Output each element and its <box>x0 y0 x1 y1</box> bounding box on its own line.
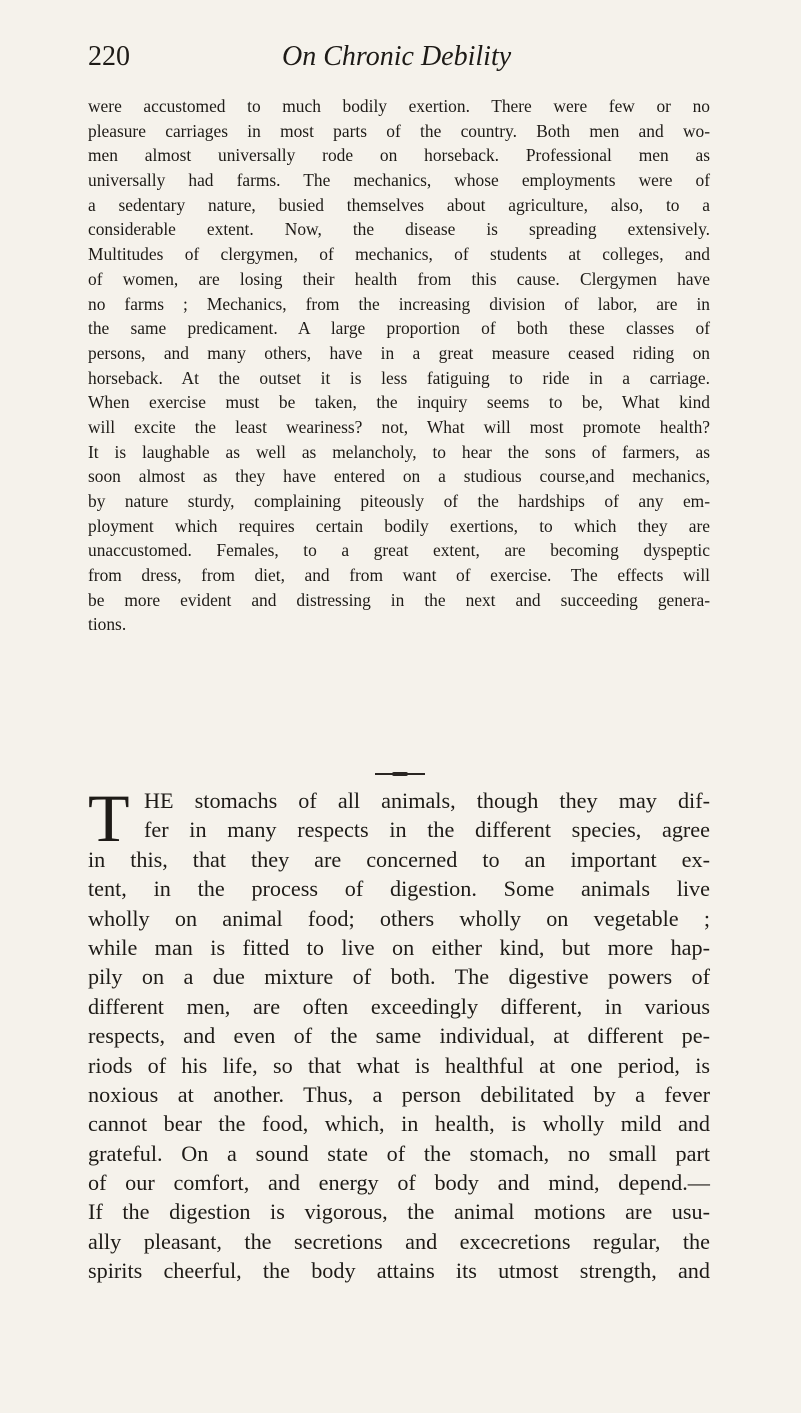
text-line: riods of his life, so that what is healthful at one period, is <box>88 1052 710 1078</box>
text-line: soon almost as they have entered on a studious course,and mechanics, <box>88 466 710 487</box>
text-line: cannot bear the food, which, in health, is wholly mild and <box>88 1111 710 1137</box>
text-line: be more evident and distressing in the next and succeeding genera- <box>88 589 710 610</box>
paragraph-exercise <box>88 94 710 637</box>
running-title: On Chronic Debility <box>282 41 512 72</box>
text-line: It is laughable as well as melancholy, to hear the sons of farmers, as <box>88 441 710 462</box>
text-line: considerable extent. Now, the disease is spreading extensively. <box>88 219 710 240</box>
text-line: pleasure carriages in most parts of the country. Both men and wo- <box>88 120 710 141</box>
text-line: different men, are often exceedingly different, in various <box>88 993 710 1019</box>
text-line: universally had farms. The mechanics, whose employments were of <box>88 170 710 191</box>
text-line: respects, and even of the same individual, at different pe- <box>88 1023 710 1049</box>
text-line: When exercise must be taken, the inquiry seems to be, What kind <box>88 392 710 413</box>
text-line: no farms ; Mechanics, from the increasing division of labor, are in <box>88 293 710 314</box>
text-line: of women, are losing their health from this cause. Clergymen have <box>88 268 710 289</box>
text-line: ally pleasant, the secretions and excecretions regular, the <box>88 1228 710 1254</box>
page-number: 220 <box>88 41 130 72</box>
text-line: unaccustomed. Females, to a great extent, are becoming dyspeptic <box>88 540 710 561</box>
section-divider <box>375 773 425 775</box>
text-line: by nature sturdy, complaining piteously of the hardships of any em- <box>88 491 710 511</box>
text-line: of our comfort, and energy of body and mind, depend.— <box>88 1170 710 1196</box>
text-line: the same predicament. A large proportion of both these classes of <box>88 318 710 339</box>
text-line: in this, that they are concerned to an important ex- <box>88 846 710 872</box>
text-line: horseback. At the outset it is less fatiguing to ride in a carriage. <box>88 367 710 388</box>
text-line: Multitudes of clergymen, of mechanics, of students at colleges, and <box>88 244 710 265</box>
text-line: will excite the least weariness? not, What will most promote health? <box>88 416 710 437</box>
text-line: were accustomed to much bodily exertion. There were few or no <box>88 96 710 116</box>
text-line: HE stomachs of all animals, though they may dif- <box>144 788 710 813</box>
text-line: from dress, from diet, and from want of exercise. The effects will <box>88 565 710 586</box>
paragraph-stomachs <box>88 780 710 1286</box>
drop-cap: T <box>88 780 129 856</box>
text-line: fer in many respects in the different species, agree <box>144 817 710 843</box>
text-line: noxious at another. Thus, a person debilitated by a fever <box>88 1081 710 1107</box>
text-line: spirits cheerful, the body attains its utmost strength, and <box>88 1258 710 1284</box>
text-line: pily on a due mixture of both. The digestive powers of <box>88 964 710 990</box>
text-line: tent, in the process of digestion. Some animals live <box>88 876 710 902</box>
text-line: men almost universally rode on horseback. Professional men as <box>88 145 710 166</box>
text-line: while man is fitted to live on either kind, but more hap- <box>88 934 710 960</box>
text-line: tions. <box>88 614 127 635</box>
page-header <box>88 40 708 76</box>
text-line: persons, and many others, have in a great measure ceased riding on <box>88 342 710 363</box>
text-line: a sedentary nature, busied themselves about agriculture, also, to a <box>88 194 710 215</box>
text-line: grateful. On a sound state of the stomach, no small part <box>88 1140 710 1166</box>
text-line: ployment which requires certain bodily exertions, to which they are <box>88 515 710 536</box>
text-line: wholly on animal food; others wholly on vegetable ; <box>88 905 710 931</box>
text-line: If the digestion is vigorous, the animal motions are usu- <box>88 1199 710 1225</box>
